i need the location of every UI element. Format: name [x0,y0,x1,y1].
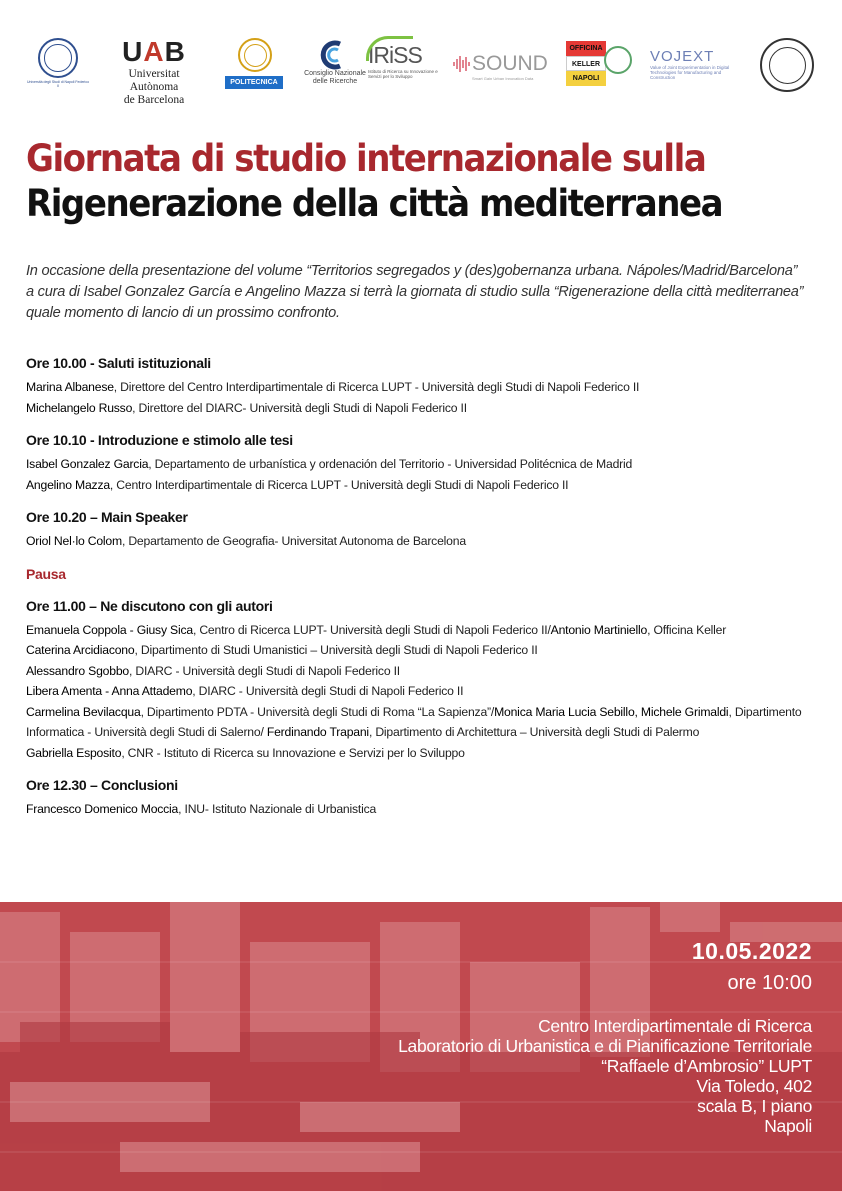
speaker-name: Emanuela Coppola - Giusy Sica [26,622,193,637]
speaker-line [26,681,826,702]
speaker-line [26,377,826,398]
sound-wordmark: SOUND [472,52,548,75]
speaker-name: Marina Albanese [26,380,114,394]
session-title: Ore 12.30 – Conclusioni [26,777,178,793]
politecnica-logo [225,38,285,89]
iriss-wordmark: IRiSS [368,42,422,68]
iriss-logo [368,36,438,79]
intro-line: In occasione della presentazione del volume “Territorios segregados y (des)gobernanza urbana. Nápoles/Madrid/Barcelona” [26,263,798,279]
uab-name-line2: de Barcelona [123,94,185,106]
speaker-name: Alessandro Sgobbo [26,663,129,678]
speaker-line [26,398,826,419]
politecnica-crest-icon [238,38,272,72]
speaker-name: Michelangelo Russo [26,400,133,415]
event-time: ore 10:00 [727,972,812,994]
speaker-affiliation: , Dipartimento di Studi Umanistici – Università degli Studi di Napoli Federico II [134,643,538,657]
speaker-affiliation: , DIARC - Università degli Studi di Napoli Federico II [192,684,464,698]
speaker-affiliation: , Officina Keller [647,622,727,637]
vojext-logo [650,48,738,80]
address-line: Laboratorio di Urbanistica e di Pianificazione Territoriale [398,1036,812,1056]
speaker-affiliation: , Centro Interdipartimentale di Ricerca LUPT - Università degli Studi di Napoli Federico II [109,477,569,492]
pausa-label: Pausa [26,565,66,582]
politecnica-label: POLITECNICA [225,76,283,89]
speaker-line [26,799,826,820]
event-address [398,1016,812,1136]
speaker-affiliation: , Dipartimento Informatica - Università degli Studi di Salerno/ [26,704,802,739]
session-title: Ore 10.00 - Saluti istituzionali [26,355,211,371]
speaker-line [26,702,826,743]
officina-keller-logo [566,41,606,86]
session-discussione [26,598,826,764]
vojext-wordmark: VOJEXT [650,48,715,65]
keller-label-3: NAPOLI [566,71,606,86]
address-line: Centro Interdipartimentale di Ricerca [538,1016,812,1036]
speaker-name: Ferdinando Trapani [266,725,369,739]
session-main-speaker [26,509,826,552]
speaker-affiliation: , Departamento de Geografia- Universitat Autonoma de Barcelona [121,534,466,548]
speaker-line [26,531,826,552]
event-date: 10.05.2022 [691,938,812,964]
speaker-name: Angelino Mazza [26,477,110,492]
vojext-subtitle: Value of Joint Experimentation in Digital Technologies for Manufacturing and Construction [650,65,730,80]
speaker-name: Antonio Martiniello [550,622,648,637]
sound-logo [452,52,548,81]
unina-seal-left-logo [38,38,78,78]
cnr-logo [300,40,370,86]
speaker-name: Carmelina Bevilacqua [26,704,141,719]
speaker-affiliation: , Dipartimento PDTA - Università degli Studi di Roma “La Sapienza”/ [140,704,495,719]
speaker-line [26,743,826,764]
speaker-affiliation: , Departamento de urbanística y ordenación del Territorio - Universidad Politécnica de Madrid [148,457,633,471]
session-pausa [26,566,826,582]
session-conclusioni [26,777,826,820]
intro-line: a cura di Isabel Gonzalez García e Angelino Mazza si terrà la giornata di studio sulla “Rigenerazione della città mediterranea” [26,284,804,300]
session-introduzione [26,432,826,495]
partner-logos-bar [0,0,842,120]
speaker-affiliation: , Direttore del DIARC- Università degli Studi di Napoli Federico II [132,400,467,415]
keller-ring-icon [604,46,632,74]
speaker-line [26,475,826,496]
session-saluti [26,355,826,418]
waveform-icon [452,54,472,74]
address-line: “Raffaele d’Ambrosio” LUPT [601,1056,812,1076]
intro-line: quale momento di lancio di un prossimo confronto. [26,305,340,321]
intro-paragraph [26,261,826,324]
cnr-name-line1: Consiglio Nazionale [304,70,366,77]
address-line: scala B, I piano [697,1096,812,1116]
speaker-name: Isabel Gonzalez Garcia [26,457,149,471]
speaker-name: Gabriella Esposito [26,745,122,760]
keller-label-1: OFFICINA [566,41,606,56]
cnr-name-line2: delle Ricerche [312,78,358,85]
speaker-affiliation: , Centro di Ricerca LUPT- Università degli Studi di Napoli Federico II/ [192,622,551,637]
speaker-name: Libera Amenta - Anna Attademo [26,684,193,698]
speaker-name: Caterina Arcidiacono [26,643,135,657]
unina-logo-caption: Università degli Studi di Napoli Federico II [26,80,90,88]
speaker-name: Monica Maria Lucia Sebillo, Michele Grimaldi [494,704,729,719]
speaker-name: Francesco Domenico Moccia [26,802,179,816]
uab-name-line1: Universitat Autònoma [128,68,180,93]
program-schedule [26,355,826,834]
speaker-affiliation: , CNR - Istituto di Ricerca su Innovazione e Servizi per lo Sviluppo [121,745,465,760]
session-title: Ore 10.10 - Introduzione e stimolo alle tesi [26,432,293,448]
speaker-line [26,661,826,682]
speaker-affiliation: , Direttore del Centro Interdipartimentale di Ricerca LUPT - Università degli Studi di Napoli Federico II [113,380,640,394]
speaker-line [26,454,826,475]
iriss-subtitle: Istituto di Ricerca su Innovazione e Servizi per lo Sviluppo [368,69,438,79]
speaker-line [26,620,826,641]
speaker-name: Oriol Nel·lo Colom [26,534,122,548]
uab-logo: UAB Universitat Autònoma de Barcelona [104,36,204,107]
speaker-affiliation: , INU- Istituto Nazionale di Urbanistica [178,802,377,816]
address-line: Via Toledo, 402 [696,1076,812,1096]
session-title: Ore 11.00 – Ne discutono con gli autori [26,597,273,614]
unina-seal-right-logo [760,38,814,92]
cnr-mark-icon [318,40,352,70]
sound-subtitle: Smart Gain Urban Innovation Data [472,76,534,81]
speaker-line [26,640,826,661]
page-title-line1: Giornata di studio internazionale sulla [26,137,706,180]
speaker-affiliation: , Dipartimento di Architettura – Università degli Studi di Palermo [368,725,700,739]
address-line: Napoli [764,1116,812,1136]
speaker-affiliation: , DIARC - Università degli Studi di Napoli Federico II [128,663,400,678]
session-title: Ore 10.20 – Main Speaker [26,509,188,525]
keller-label-2: KELLER [566,56,606,71]
page-title-line2: Rigenerazione della città mediterranea [26,182,723,225]
